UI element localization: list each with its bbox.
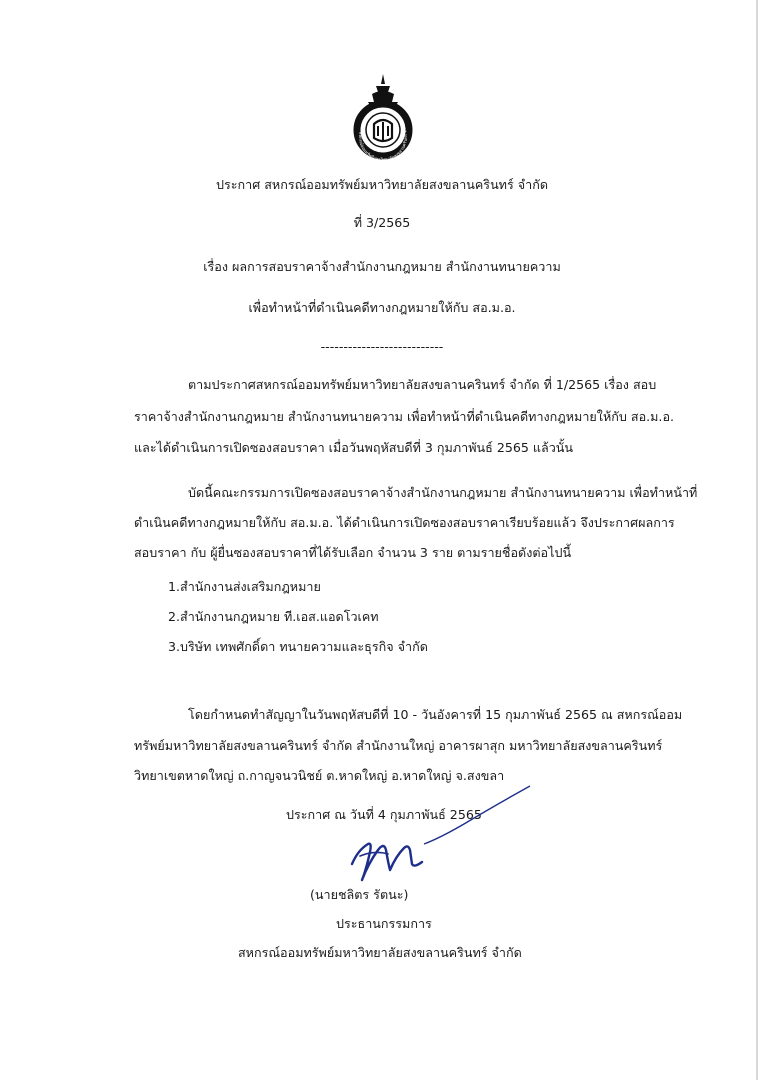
list-item: 1.สำนักงานส่งเสริมกฎหมาย [168, 579, 321, 594]
paragraph-2-line-3: สอบราคา กับ ผู้ยื่นซองสอบราคาที่ได้รับเลือก จำนวน 3 ราย ตามรายชื่อดังต่อไปนี้ [134, 545, 572, 560]
logo-seal-text: สหกรณ์ออมทรัพย์มหาวิทยาลัยสงขลานครินทร์ จำ [357, 127, 409, 162]
signer-organization: สหกรณ์ออมทรัพย์มหาวิทยาลัยสงขลานครินทร์ จำกัด [238, 945, 522, 960]
paragraph-2-line-2: ดำเนินคดีทางกฎหมายให้กับ สอ.ม.อ. ได้ดำเนินการเปิดซองสอบราคาเรียบร้อยแล้ว จึงประกาศผลการ [134, 515, 675, 530]
list-item: 3.บริษัท เทพศักดิ์ดา ทนายความและธุรกิจ จำกัด [168, 639, 428, 654]
list-item: 2.สำนักงานกฎหมาย ที.เอส.แอดโวเคท [168, 609, 379, 624]
paragraph-3-line-1: โดยกำหนดทำสัญญาในวันพฤหัสบดีที่ 10 - วันอังคารที่ 15 กุมภาพันธ์ 2565 ณ สหกรณ์ออม [188, 707, 683, 722]
paragraph-3-line-2: ทรัพย์มหาวิทยาลัยสงขลานครินทร์ จำกัด สำนักงานใหญ่ อาคารผาสุก มหาวิทยาลัยสงขลานครินทร์ [134, 738, 663, 753]
header-divider: --------------------------- [320, 339, 444, 354]
signer-name: (นายชลิตร รัตนะ) [310, 887, 409, 902]
announcement-date: ประกาศ ณ วันที่ 4 กุมภาพันธ์ 2565 [286, 807, 482, 822]
paragraph-1-line-1: ตามประกาศสหกรณ์ออมทรัพย์มหาวิทยาลัยสงขลานครินทร์ จำกัด ที่ 1/2565 เรื่อง สอบ [188, 377, 657, 392]
coop-logo-icon [352, 72, 414, 162]
paragraph-1-line-2: ราคาจ้างสำนักงานกฎหมาย สำนักงานทนายความ เพื่อทำหน้าที่ดำเนินคดีทางกฎหมายให้กับ สอ.ม.อ. [134, 409, 675, 424]
announcement-number: ที่ 3/2565 [353, 215, 411, 230]
paragraph-1-line-3: และได้ดำเนินการเปิดซองสอบราคา เมื่อวันพฤหัสบดีที่ 3 กุมภาพันธ์ 2565 แล้วนั้น [134, 440, 573, 455]
signature-image [344, 780, 544, 890]
paragraph-3-line-3: วิทยาเขตหาดใหญ่ ถ.กาญจนวนิชย์ ต.หาดใหญ่ อ.หาดใหญ่ จ.สงขลา [134, 768, 505, 783]
subject-line-2: เพื่อทำหน้าที่ดำเนินคดีทางกฎหมายให้กับ สอ.ม.อ. [248, 300, 516, 315]
subject-line-1: เรื่อง ผลการสอบราคาจ้างสำนักงานกฎหมาย สำนักงานทนายความ [203, 259, 561, 274]
scan-edge [756, 0, 758, 1080]
signer-position: ประธานกรรมการ [336, 916, 432, 931]
announcement-title: ประกาศ สหกรณ์ออมทรัพย์มหาวิทยาลัยสงขลานครินทร์ จำกัด [215, 177, 548, 192]
paragraph-2-line-1: บัดนี้คณะกรรมการเปิดซองสอบราคาจ้างสำนักงานกฎหมาย สำนักงานทนายความ เพื่อทำหน้าที่ [188, 485, 698, 500]
